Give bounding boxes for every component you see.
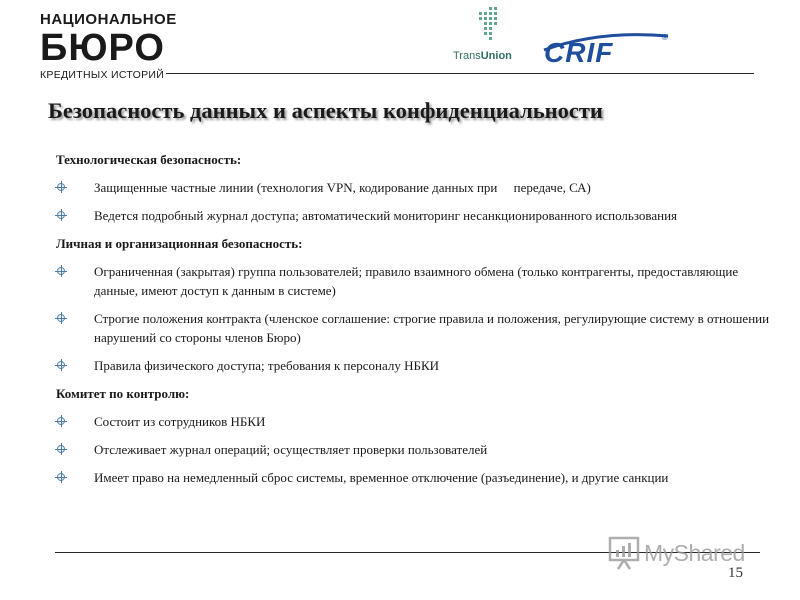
list-item-text: Имеет право на немедленный сброс системы, временное отключение (разъединение), и другие санкции: [94, 470, 669, 485]
chart-presentation-icon: [608, 536, 640, 570]
section: [56, 150, 776, 225]
transunion-mark-icon: [453, 6, 525, 50]
nbki-logo: [40, 11, 177, 81]
transunion-union: Union: [480, 50, 512, 62]
list-item: [56, 412, 776, 431]
section-heading: Технологическая безопасность:: [56, 152, 242, 167]
list-item: [56, 206, 776, 225]
crif-logo: [540, 28, 672, 66]
bullet-icon: [56, 444, 66, 454]
list-item: [56, 440, 776, 459]
transunion-trans: Trans: [453, 50, 481, 62]
section: [56, 234, 776, 375]
section-heading: Личная и организационная безопасность:: [56, 236, 303, 251]
slide-title: Безопасность данных и аспекты конфиденциальности: [48, 98, 603, 123]
list-item-text: Отслеживает журнал операций; осуществляет проверки пользователей: [94, 442, 488, 457]
list-item-text: Ведется подробный журнал доступа; автоматический мониторинг несанкционированного использования: [94, 208, 678, 223]
section: [56, 384, 776, 487]
list-item: [56, 468, 776, 487]
transunion-logo: [453, 6, 525, 66]
list-item-text: Состоит из сотрудников НБКИ: [94, 414, 266, 429]
page-number: 15: [728, 565, 743, 581]
list-item: [56, 309, 776, 347]
list-item: [56, 262, 776, 300]
list-item-text: Защищенные частные линии (технология VPN, кодирование данных при передаче, СА): [94, 180, 591, 195]
slide-content: [56, 150, 776, 496]
list-item: [56, 178, 776, 197]
bullet-icon: [56, 472, 66, 482]
bullet-icon: [56, 182, 66, 192]
logo-line-2: БЮРО: [40, 27, 165, 69]
logo-line-1: НАЦИОНАЛЬНОЕ: [40, 11, 177, 28]
bullet-icon: [56, 360, 66, 370]
bullet-icon: [56, 266, 66, 276]
crif-logo-icon: [540, 28, 672, 66]
bullet-icon: [56, 416, 66, 426]
bullet-icon: [56, 210, 66, 220]
list-item-text: Ограниченная (закрытая) группа пользователей; правило взаимного обмена (только контрагенты, предоставляющие данные, имеют доступ к данным в системе): [94, 264, 739, 298]
logo-line-3: КРЕДИТНЫХ ИСТОРИЙ: [40, 69, 165, 81]
myshared-watermark[interactable]: [608, 534, 768, 574]
list-item: [56, 356, 776, 375]
section-heading: Комитет по контролю:: [56, 386, 190, 401]
svg-text:®: ®: [662, 33, 668, 42]
watermark-text: MyShared: [644, 540, 745, 566]
list-item-text: Строгие положения контракта (членское соглашение: строгие правила и положения, регулирующие систему в отношении нарушений со стороны членов Бюро): [94, 311, 770, 345]
header-divider: [166, 73, 754, 74]
bullet-icon: [56, 313, 66, 323]
list-item-text: Правила физического доступа; требования к персоналу НБКИ: [94, 358, 440, 373]
crif-text: CRIF: [544, 37, 614, 66]
